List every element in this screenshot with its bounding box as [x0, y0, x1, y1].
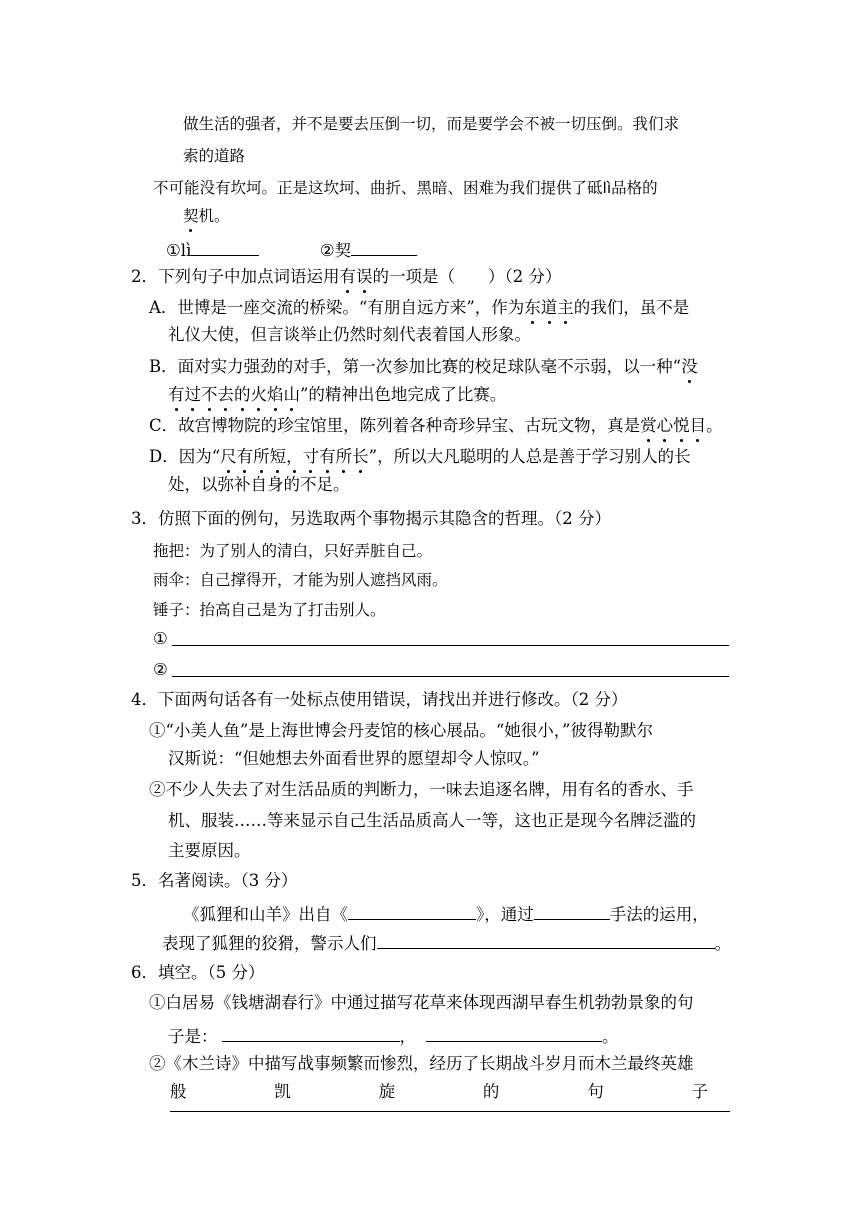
q6-answer-line[interactable]	[170, 1111, 730, 1112]
q2-b-text-end: ”的精神出色地完成了比赛。	[300, 385, 507, 404]
q5-stem: 5．名著阅读。（3 分）	[131, 871, 298, 890]
q5-text-d: 表现了狐狸的狡猾，警示人们	[162, 934, 377, 953]
q2-d-text: D．因为“	[149, 447, 221, 466]
q1-passage-line-1: 做生活的强者，并不是要去压倒一切，而是要学会不被一切压倒。我们求	[183, 115, 680, 133]
q2-stem-dotted	[340, 267, 373, 286]
q3-example-2: 雨伞：自己撑得开，才能为别人遮挡风雨。	[153, 571, 448, 589]
dotted-text	[340, 267, 373, 286]
q6-text-b: ，	[399, 1027, 416, 1046]
dotted-chiyousuoduan	[220, 447, 369, 466]
dotted-char: 所	[335, 447, 353, 466]
q6-item-1-line-2	[168, 1023, 619, 1048]
dotted-char: 有	[319, 447, 336, 466]
q3-answer-line-2[interactable]	[172, 676, 729, 677]
q2-b-text: B．面对实力强劲的对手，第一次参加比赛的校足球队毫不示弱，以一种“	[149, 357, 682, 376]
q1-answer-row	[166, 237, 417, 262]
q2-stem	[131, 266, 562, 288]
q5-text-b: 》，通过	[476, 905, 534, 924]
dotted-char: 所	[253, 447, 270, 466]
q6-blank-1[interactable]	[222, 1023, 400, 1042]
dotted-char: 心	[656, 416, 674, 435]
dotted-char: 有	[236, 447, 254, 466]
q2-option-b-line-1	[149, 356, 698, 378]
q4-stem: 4．下面两句话各有一处标点使用错误，请找出并进行修改。（2 分）	[131, 690, 628, 709]
dotted-char: 的	[234, 385, 251, 404]
q3-stem: 3．仿照下面的例句，另选取两个事物揭示其隐含的哲理。（2 分）	[131, 509, 611, 528]
dotted-char: 有	[168, 385, 185, 404]
dotted-char: 主	[557, 298, 574, 317]
q2-stem-a: 2．下列句子中加点词语运用	[131, 267, 340, 286]
q1-passage-line-3	[153, 177, 658, 199]
dotted-char: 赏	[640, 416, 657, 435]
q1-passage-rest: 机。	[198, 207, 230, 225]
q1-passage-line-4	[183, 205, 230, 227]
q2-option-d-line-2: 处，以弥补自身的不足。	[168, 475, 350, 494]
q2-option-a-line-1	[149, 297, 689, 319]
q4-sentence-1-line-2: 汉斯说：“但她想去外面看世界的愿望却令人惊叹。”	[168, 749, 540, 768]
q5-blank-lesson[interactable]	[377, 930, 715, 949]
q3-example-1: 拖把：为了别人的清白，只好弄脏自己。	[153, 542, 433, 560]
answer-label-2: ②契	[319, 241, 352, 260]
q4-sentence-2-line-2: 机、服装……等来显示自己生活品质高人一等，这也正是现今名牌泛滥的	[168, 811, 696, 830]
answer-blank-1[interactable]	[191, 237, 259, 256]
dotted-dongdaozhu	[524, 298, 574, 317]
dotted-mei: 没	[681, 357, 698, 376]
dotted-char: 东	[524, 298, 541, 317]
q6-char: 旋	[378, 1082, 396, 1101]
q2-a-text: A．世博是一座交流的桥梁。“有朋自远方来”，作为	[149, 298, 525, 317]
dotted-char: 长	[352, 447, 369, 466]
q2-option-c-line-1	[149, 415, 723, 437]
q4-sentence-2-line-3: 主要原因。	[168, 841, 251, 860]
dotted-char: 寸	[302, 447, 320, 466]
dotted-char: 去	[217, 385, 234, 404]
q3-blank-label-1: ①	[153, 629, 168, 648]
q2-c-text-end: 。	[706, 416, 723, 435]
q6-item-2-line-2	[170, 1081, 708, 1103]
dotted-char: 焰	[267, 385, 284, 404]
dotted-char: 火	[250, 385, 267, 404]
q1-passage-text-end: 品格的	[611, 179, 658, 197]
q2-d-text-end: ”，所以大凡聪明的人总是善于学习别人的长	[368, 447, 691, 466]
q2-a-text-end: 的我们，虽不是	[573, 298, 690, 317]
q2-option-b-line-2	[168, 384, 506, 406]
dotted-shangxinyuemu	[640, 416, 706, 435]
dotted-char: 山	[283, 385, 300, 404]
q2-option-d-line-1	[149, 446, 691, 468]
q4-sentence-1-line-1: ①“小美人鱼”是上海世博会丹麦馆的核心展品。“她很小，”彼得勒默尔	[149, 721, 653, 740]
q6-text-a: 子是：	[168, 1027, 218, 1046]
q5-line-2	[162, 930, 731, 955]
q6-blank-2[interactable]	[426, 1023, 602, 1042]
q2-stem-b: 的一项是（ ）（2 分）	[372, 267, 562, 286]
q5-text-e: 。	[714, 934, 731, 953]
q5-line-1	[183, 901, 709, 926]
q5-text-a: 《狐狸和山羊》出自《	[183, 905, 348, 924]
dotted-char-qi: 契	[183, 207, 199, 225]
q4-sentence-2-line-1: ②不少人失去了对生活品质的判断力，一味去追逐名牌，用有名的香水、手	[149, 780, 694, 799]
dotted-char: 道	[540, 298, 558, 317]
q6-char: 凯	[274, 1082, 291, 1101]
dotted-char: 过	[184, 385, 201, 404]
dotted-char: 有	[339, 267, 356, 286]
dotted-char: 误	[356, 267, 373, 286]
dotted-char: 目	[689, 416, 707, 435]
q3-example-3: 锤子：抬高自己是为了打击别人。	[153, 601, 386, 619]
q6-text-c: 。	[602, 1027, 619, 1046]
q5-blank-technique[interactable]	[534, 901, 610, 920]
q6-char: 的	[482, 1082, 500, 1101]
q6-char: 子	[691, 1082, 708, 1101]
dotted-char: 悦	[673, 416, 690, 435]
q5-text-c: 手法的运用，	[609, 905, 709, 924]
dotted-char: 不	[201, 385, 218, 404]
pinyin-li: lì	[602, 179, 612, 197]
q3-answer-line-1[interactable]	[172, 645, 729, 646]
q2-option-a-line-2: 礼仪大使，但言谈举止仍然时刻代表着国人形象。	[168, 325, 531, 344]
q6-char: 句	[587, 1082, 604, 1101]
q3-blank-label-2: ②	[153, 660, 168, 679]
answer-blank-2[interactable]	[351, 237, 417, 256]
q2-c-text: C．故宫博物院的珍宝馆里，陈列着各种奇珍异宝、古玩文物，真是	[149, 416, 641, 435]
dotted-char: 尺	[220, 447, 237, 466]
dotted-char: 短	[269, 447, 287, 466]
dotted-huoyanshan	[168, 385, 300, 404]
q6-item-2-line-1: ②《木兰诗》中描写战事频繁而惨烈，经历了长期战斗岁月而木兰最终英雄	[149, 1054, 694, 1073]
q1-passage-text: 不可能没有坎坷。正是这坎坷、曲折、黑暗、困难为我们提供了砥	[153, 179, 603, 197]
q6-item-1-line-1: ①白居易《钱塘湖春行》中通过描写花草来体现西湖早春生机勃勃景象的句	[149, 993, 694, 1012]
q6-stem: 6．填空。（5 分）	[131, 963, 265, 982]
q6-char: 般	[170, 1082, 187, 1101]
q1-passage-line-2: 索的道路	[183, 147, 246, 165]
q5-blank-book[interactable]	[348, 901, 476, 920]
answer-label-1: ①lì	[166, 241, 192, 260]
dotted-char: ，	[286, 447, 303, 466]
